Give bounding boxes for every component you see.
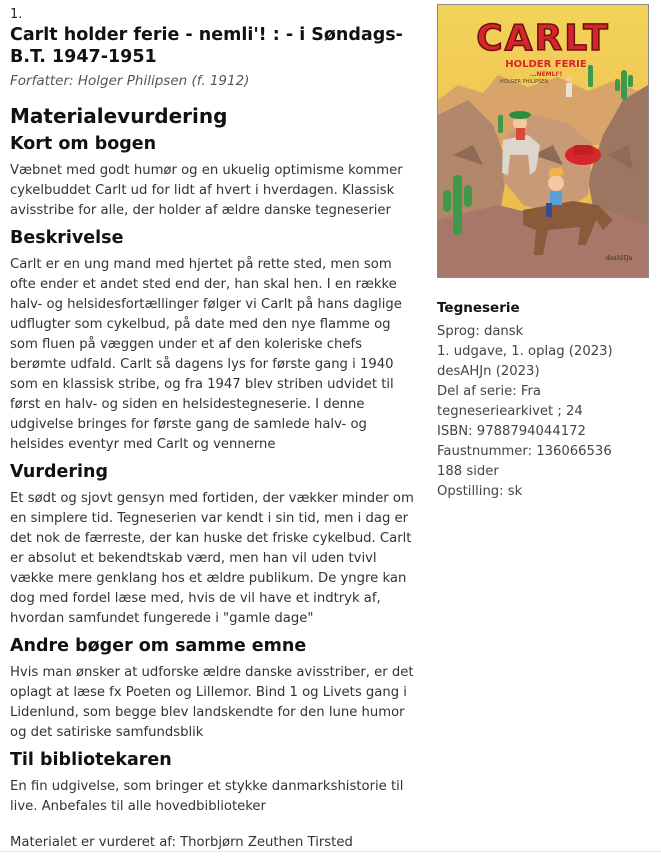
section-heading-librarian: Til bibliotekaren	[10, 750, 172, 770]
section-text-related-books: Hvis man ønsker at udforske ældre danske avisstriber, er det oplagt at læse fx Poeten og Lillemor. Bind 1 og Livets gang i Lidenlund, som begge blev landskendte for den lune humor og det satiriske samfundsblik	[10, 665, 414, 740]
author-line[interactable]: Forfatter: Holger Philipsen (f. 1912)	[10, 73, 250, 89]
detail-pages: 188 sider	[437, 464, 499, 479]
material-record	[10, 6, 420, 853]
section-text-librarian: En fin udgivelse, som bringer et stykke danmarkshistorie til live. Anbefales til alle hovedbiblioteker	[10, 779, 404, 814]
sidebar	[437, 4, 651, 502]
detail-faust-number: Faustnummer: 136066536	[437, 444, 612, 459]
assessment-heading: Materialevurdering	[10, 104, 228, 128]
cover-publisher-mark: desAHJn	[606, 255, 633, 262]
section-text-description: Carlt er en ung mand med hjertet på rette sted, men som ofte ender et andet sted end der, han skal hen. I en række halv- og helsidesfortællinger følger vi Carlt på hans daglige udflugter som cykelbud, på date med den nye flamme og som fluen på væggen under et af den koleriske chefs berømte udfald. Carlt så dagens lys for første gang i 1940 som en klassisk stribe, og fra 1947 blev striben udvidet til først en halv- og siden en helsidestegneserie. I denne udgivelse bringes for første gang de samlede halv- og helsides eventyr med Carlt og vennerne	[10, 257, 402, 452]
section-heading-evaluation: Vurdering	[10, 462, 109, 482]
book-title[interactable]: Carlt holder ferie - nemli'! : - i Søndags-B.T. 1947-1951	[10, 25, 403, 67]
detail-shelving: Opstilling: sk	[437, 484, 523, 499]
svg-text:HOLGER PHILIPSEN: HOLGER PHILIPSEN	[500, 79, 549, 85]
cover-title-art: CARLT	[476, 18, 610, 59]
detail-isbn: ISBN: 9788794044172	[437, 424, 586, 439]
section-heading-related-books: Andre bøger om samme emne	[10, 636, 307, 656]
section-text-evaluation: Et sødt og sjovt gensyn med fortiden, der vækker minder om en simplere tid. Tegneserien var kendt i sin tid, men i dag er det nok de færreste, der kan huske det friske cykelbud. Carlt er absolut et bekendtskab værd, men han vil uden tvivl vække mere genklang hos et ældre publikum. De yngre kan dog med fordel læse med, hvis de vil have et indtryk af, hvordan samfundet fungerede i "gamle dage"	[10, 491, 414, 626]
book-cover-image[interactable]	[437, 4, 649, 278]
detail-publisher: desAHJn (2023)	[437, 364, 540, 379]
section-heading-description: Beskrivelse	[10, 228, 124, 248]
cover-subtitle-art-2: ...NEMLI'!	[529, 71, 563, 78]
bottom-divider	[0, 851, 661, 852]
reviewer-line: Materialet er vurderet af: Thorbjørn Zeuthen Tirsted	[10, 835, 353, 850]
result-number: 1.	[10, 7, 23, 22]
section-heading-short-about: Kort om bogen	[10, 134, 157, 154]
cover-subtitle-art: HOLDER FERIE	[505, 59, 587, 70]
section-text-short-about: Væbnet med godt humør og en ukuelig optimisme kommer cykelbuddet Carlt ud for lidt af hvert i hverdagen. Klassisk avisstribe for alle, der holder af ældre danske tegneserier	[10, 163, 403, 218]
detail-language: Sprog: dansk	[437, 324, 524, 339]
detail-series[interactable]: Del af serie: Fra tegneseriearkivet ; 24	[437, 384, 583, 419]
genre-label: Tegneserie	[437, 300, 520, 316]
detail-edition: 1. udgave, 1. oplag (2023)	[437, 344, 613, 359]
